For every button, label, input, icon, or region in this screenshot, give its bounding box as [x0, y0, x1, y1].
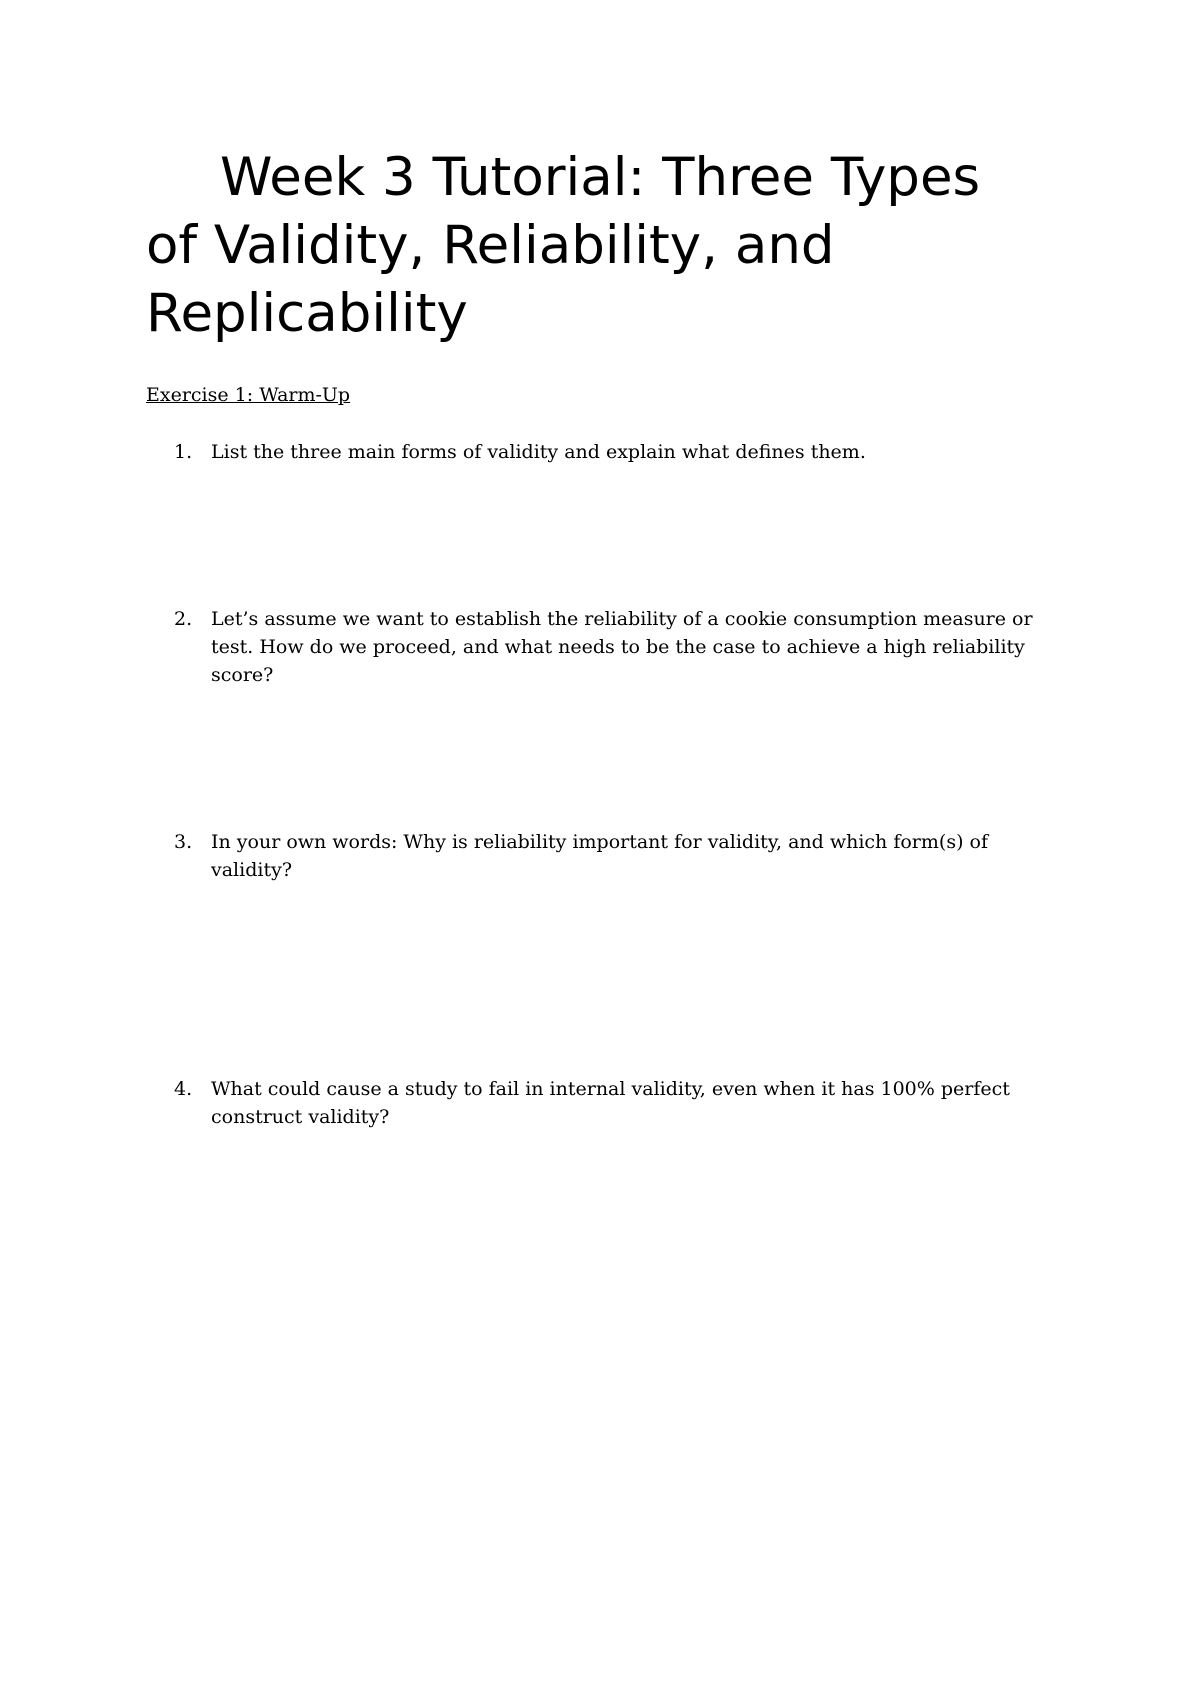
question-number: 3.: [174, 831, 193, 853]
document-title: Week 3 Tutorial: Three Types of Validity, Reliability, and Replicability: [146, 147, 981, 344]
question-item: [174, 1075, 1074, 1131]
question-number: 1.: [174, 441, 193, 463]
question-text: Let’s assume we want to establish the reliability of a cookie consumption measure or test. How do we proceed, and what needs to be the case to achieve a high reliability score?: [211, 608, 1033, 686]
question-text: List the three main forms of validity and explain what defines them.: [211, 441, 866, 463]
question-text: In your own words: Why is reliability important for validity, and which form(s) of validity?: [211, 831, 988, 881]
question-item: [174, 605, 1074, 689]
question-text: What could cause a study to fail in internal validity, even when it has 100% perfect construct validity?: [211, 1078, 1010, 1128]
question-item: [174, 438, 1074, 466]
section-heading: Exercise 1: Warm-Up: [146, 384, 351, 406]
question-number: 2.: [174, 608, 193, 630]
question-item: [174, 828, 1074, 884]
question-number: 4.: [174, 1078, 193, 1100]
